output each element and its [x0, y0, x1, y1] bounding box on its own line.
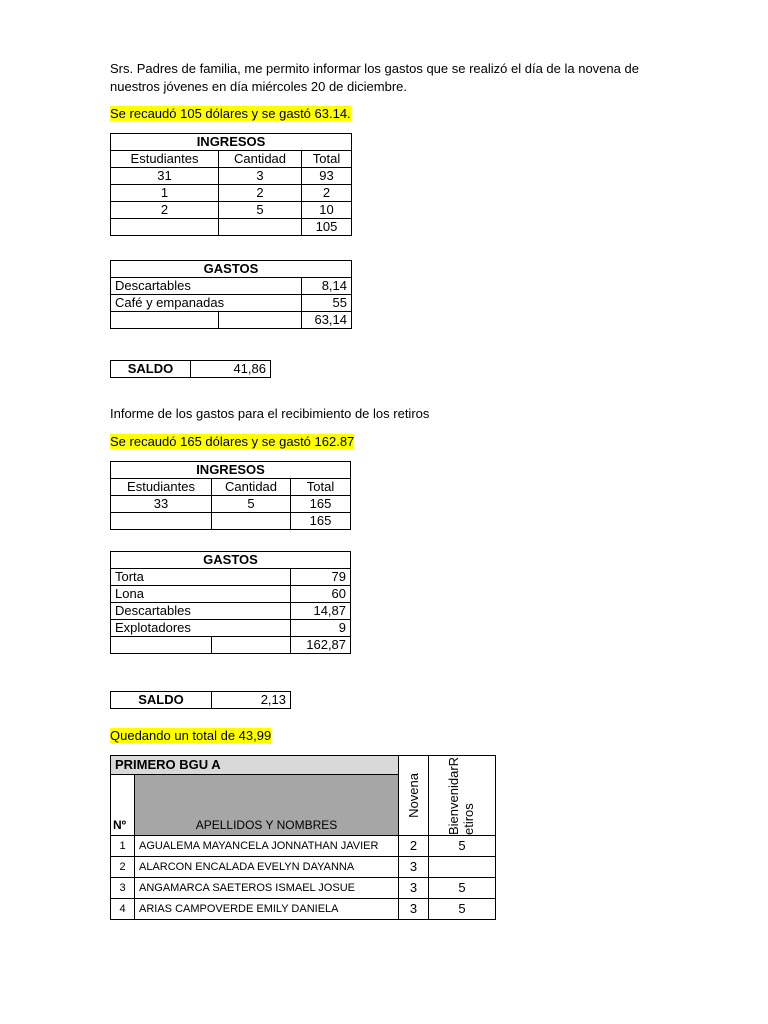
- saldo-value: 41,86: [191, 361, 271, 378]
- saldo-value: 2,13: [212, 692, 291, 709]
- student-novena: 2: [399, 836, 429, 857]
- student-no: 2: [111, 857, 135, 878]
- table-row: [111, 878, 496, 899]
- gasto-valor: 8,14: [302, 278, 352, 295]
- header-estudiantes: Estudiantes: [111, 479, 212, 496]
- cell-total: 93: [302, 168, 352, 185]
- table-row: [111, 569, 351, 586]
- gasto-concepto: Torta: [111, 569, 291, 586]
- novena-saldo-table: [110, 360, 271, 378]
- retiros-saldo-table: [110, 691, 291, 709]
- empty-cell: [111, 513, 212, 530]
- gasto-total: 162,87: [291, 637, 351, 654]
- col-novena-header: [399, 756, 429, 836]
- student-name: AGUALEMA MAYANCELA JONNATHAN JAVIER: [135, 836, 399, 857]
- gasto-concepto: Explotadores: [111, 620, 291, 637]
- novena-gastos-title: GASTOS: [111, 261, 352, 278]
- student-no: 1: [111, 836, 135, 857]
- empty-cell: [111, 637, 212, 654]
- table-row: [111, 496, 351, 513]
- col-no-header: Nº: [111, 775, 135, 836]
- total-row: [111, 513, 351, 530]
- cell-cantidad: 5: [212, 496, 291, 513]
- gasto-concepto: Descartables: [111, 603, 291, 620]
- student-name: ANGAMARCA SAETEROS ISMAEL JOSUE: [135, 878, 399, 899]
- gasto-valor: 55: [302, 295, 352, 312]
- intro-line-2: nuestros jóvenes en día miércoles 20 de diciembre.: [110, 79, 407, 94]
- col-novena-label: Novena: [406, 773, 422, 818]
- cell-cantidad: 5: [219, 202, 302, 219]
- table-row: [111, 278, 352, 295]
- gasto-valor: 60: [291, 586, 351, 603]
- retiros-highlight-wrap: [110, 433, 354, 451]
- student-retiros: 5: [429, 836, 496, 857]
- roster-table: [110, 755, 496, 920]
- intro-highlight: Se recaudó 105 dólares y se gastó 63.14.: [110, 106, 351, 121]
- table-row: [111, 185, 352, 202]
- gasto-concepto: Café y empanadas: [111, 295, 302, 312]
- novena-gastos-table: [110, 260, 352, 329]
- student-retiros: 5: [429, 899, 496, 920]
- gasto-concepto: Descartables: [111, 278, 302, 295]
- total-row: [111, 312, 352, 329]
- table-row: [111, 586, 351, 603]
- cell-grand-total: 105: [302, 219, 352, 236]
- empty-cell: [111, 312, 219, 329]
- novena-ingresos-table: [110, 133, 352, 236]
- novena-ingresos-title: INGRESOS: [111, 134, 352, 151]
- student-retiros: [429, 857, 496, 878]
- table-row: [111, 836, 496, 857]
- cell-grand-total: 165: [291, 513, 351, 530]
- empty-cell: [212, 513, 291, 530]
- cell-estudiantes: 31: [111, 168, 219, 185]
- table-row: [111, 603, 351, 620]
- student-novena: 3: [399, 899, 429, 920]
- intro-paragraph: [110, 60, 639, 96]
- cell-total: 165: [291, 496, 351, 513]
- roster-title: PRIMERO BGU A: [111, 756, 399, 775]
- cell-total: 10: [302, 202, 352, 219]
- total-note-wrap: [110, 727, 271, 745]
- cell-cantidad: 2: [219, 185, 302, 202]
- retiros-ingresos-title: INGRESOS: [111, 462, 351, 479]
- student-novena: 3: [399, 878, 429, 899]
- total-row: [111, 219, 352, 236]
- gasto-valor: 9: [291, 620, 351, 637]
- header-cantidad: Cantidad: [219, 151, 302, 168]
- col-retiros-label: BienvenidarRetiros: [446, 756, 477, 835]
- student-no: 3: [111, 878, 135, 899]
- student-retiros: 5: [429, 878, 496, 899]
- gasto-valor: 79: [291, 569, 351, 586]
- student-no: 4: [111, 899, 135, 920]
- cell-estudiantes: 33: [111, 496, 212, 513]
- cell-total: 2: [302, 185, 352, 202]
- retiros-line: Informe de los gastos para el recibimiento de los retiros: [110, 406, 430, 421]
- cell-estudiantes: 1: [111, 185, 219, 202]
- retiros-gastos-table: [110, 551, 351, 654]
- student-name: ALARCON ENCALADA EVELYN DAYANNA: [135, 857, 399, 878]
- intro-highlight-wrap: [110, 105, 351, 123]
- table-row: [111, 168, 352, 185]
- gasto-concepto: Lona: [111, 586, 291, 603]
- gasto-total: 63,14: [302, 312, 352, 329]
- header-total: Total: [291, 479, 351, 496]
- table-row: [111, 202, 352, 219]
- student-novena: 3: [399, 857, 429, 878]
- student-name: ARIAS CAMPOVERDE EMILY DANIELA: [135, 899, 399, 920]
- table-row: [111, 295, 352, 312]
- retiros-highlight: Se recaudó 165 dólares y se gastó 162.87: [110, 434, 355, 449]
- gasto-valor: 14,87: [291, 603, 351, 620]
- header-estudiantes: Estudiantes: [111, 151, 219, 168]
- cell-cantidad: 3: [219, 168, 302, 185]
- empty-cell: [212, 637, 291, 654]
- saldo-label: SALDO: [111, 692, 212, 709]
- table-row: [111, 899, 496, 920]
- total-note: Quedando un total de 43,99: [110, 728, 272, 743]
- col-name-header: APELLIDOS Y NOMBRES: [135, 775, 399, 836]
- cell-estudiantes: 2: [111, 202, 219, 219]
- table-row: [111, 857, 496, 878]
- empty-cell: [219, 219, 302, 236]
- total-row: [111, 637, 351, 654]
- header-cantidad: Cantidad: [212, 479, 291, 496]
- retiros-gastos-title: GASTOS: [111, 552, 351, 569]
- intro-line-1: Srs. Padres de familia, me permito informar los gastos que se realizó el día de la novena de: [110, 61, 639, 76]
- saldo-label: SALDO: [111, 361, 191, 378]
- empty-cell: [111, 219, 219, 236]
- header-total: Total: [302, 151, 352, 168]
- table-row: [111, 620, 351, 637]
- retiros-ingresos-table: [110, 461, 351, 530]
- empty-cell: [219, 312, 302, 329]
- col-retiros-header: [429, 756, 496, 836]
